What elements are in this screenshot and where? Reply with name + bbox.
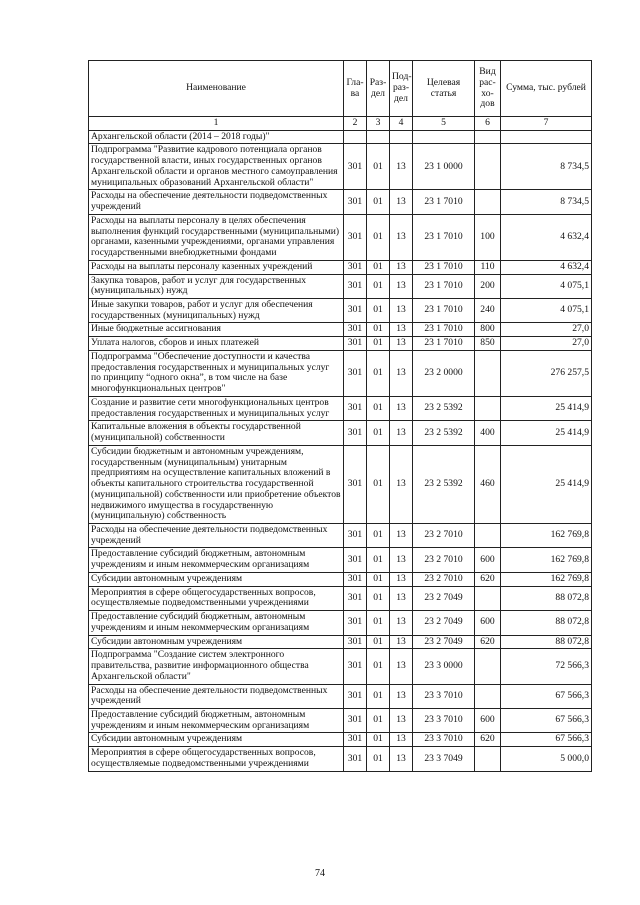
header-name: Наименование xyxy=(89,61,344,117)
row-chapter: 301 xyxy=(344,635,367,649)
table-row xyxy=(89,635,592,649)
row-expense-type: 200 xyxy=(475,274,501,298)
row-name: Субсидии автономным учреждениям xyxy=(89,635,344,649)
row-expense-type: 620 xyxy=(475,635,501,649)
row-subsection: 13 xyxy=(390,572,413,586)
row-name: Расходы на выплаты персоналу казенных учреждений xyxy=(89,260,344,274)
row-expense-type: 600 xyxy=(475,548,501,572)
table-row xyxy=(89,684,592,708)
header-amount: Сумма, тыс. рублей xyxy=(501,61,592,117)
row-subsection: 13 xyxy=(390,611,413,635)
row-amount: 4 075,1 xyxy=(501,299,592,323)
row-chapter: 301 xyxy=(344,323,367,337)
table-row xyxy=(89,548,592,572)
row-name: Расходы на обеспечение деятельности подведомственных учреждений xyxy=(89,684,344,708)
row-target: 23 2 7049 xyxy=(413,635,475,649)
table-row xyxy=(89,323,592,337)
row-section: 01 xyxy=(367,747,390,771)
row-amount: 67 566,3 xyxy=(501,733,592,747)
row-amount: 162 769,8 xyxy=(501,548,592,572)
row-name: Подпрограмма "Обеспечение доступности и качества предоставления государственных и муниципальных услуг по принципу “одного окна”, в том числе на базе многофункциональных центров" xyxy=(89,350,344,396)
row-section: 01 xyxy=(367,611,390,635)
row-name: Подпрограмма "Создание систем электронного правительства, развитие информационного общества Архангельской области" xyxy=(89,649,344,684)
row-target: 23 1 7010 xyxy=(413,214,475,260)
row-expense-type: 400 xyxy=(475,421,501,445)
row-target: 23 1 7010 xyxy=(413,337,475,351)
row-target: 23 2 7010 xyxy=(413,572,475,586)
row-expense-type: 600 xyxy=(475,611,501,635)
row-name: Подпрограмма "Развитие кадрового потенциала органов государственной власти, иных государственных органов Архангельской области и органов местного самоуправления муниципальных образований Архангельской области" xyxy=(89,144,344,190)
row-target: 23 3 7010 xyxy=(413,684,475,708)
header-chapter: Гла-ва xyxy=(344,61,367,117)
row-subsection: 13 xyxy=(390,299,413,323)
row-amount: 72 566,3 xyxy=(501,649,592,684)
column-number-row xyxy=(89,117,592,131)
row-amount: 88 072,8 xyxy=(501,611,592,635)
row-subsection: 13 xyxy=(390,733,413,747)
row-subsection: 13 xyxy=(390,684,413,708)
row-subsection: 13 xyxy=(390,635,413,649)
column-number: 1 xyxy=(89,117,344,131)
row-name: Расходы на обеспечение деятельности подведомственных учреждений xyxy=(89,523,344,547)
row-subsection: 13 xyxy=(390,747,413,771)
row-target: 23 3 7049 xyxy=(413,747,475,771)
header-row xyxy=(89,61,592,117)
row-expense-type: 800 xyxy=(475,323,501,337)
table-row xyxy=(89,445,592,523)
row-subsection: 13 xyxy=(390,190,413,214)
row-chapter: 301 xyxy=(344,337,367,351)
row-subsection: 13 xyxy=(390,260,413,274)
row-chapter: 301 xyxy=(344,274,367,298)
row-expense-type: 460 xyxy=(475,445,501,523)
row-chapter: 301 xyxy=(344,649,367,684)
row-subsection: 13 xyxy=(390,350,413,396)
table-row xyxy=(89,421,592,445)
row-amount: 162 769,8 xyxy=(501,572,592,586)
row-name: Капитальные вложения в объекты государственной (муниципальной) собственности xyxy=(89,421,344,445)
row-target: 23 2 7049 xyxy=(413,611,475,635)
row-target: 23 1 7010 xyxy=(413,260,475,274)
row-section: 01 xyxy=(367,572,390,586)
table-row xyxy=(89,747,592,771)
row-subsection: 13 xyxy=(390,548,413,572)
row-amount: 67 566,3 xyxy=(501,684,592,708)
row-target: 23 2 7049 xyxy=(413,586,475,610)
row-expense-type: 620 xyxy=(475,572,501,586)
row-section: 01 xyxy=(367,548,390,572)
row-section: 01 xyxy=(367,396,390,420)
row-subsection: 13 xyxy=(390,649,413,684)
row-section: 01 xyxy=(367,260,390,274)
row-subsection: 13 xyxy=(390,396,413,420)
row-name: Закупка товаров, работ и услуг для государственных (муниципальных) нужд xyxy=(89,274,344,298)
table-row xyxy=(89,708,592,732)
row-amount: 25 414,9 xyxy=(501,421,592,445)
row-section: 01 xyxy=(367,299,390,323)
row-name: Субсидии автономным учреждениям xyxy=(89,733,344,747)
row-amount: 27,0 xyxy=(501,323,592,337)
header-target: Целевая статья xyxy=(413,61,475,117)
row-section: 01 xyxy=(367,144,390,190)
row-expense-type xyxy=(475,396,501,420)
row-target: 23 2 5392 xyxy=(413,421,475,445)
row-target: 23 2 7010 xyxy=(413,548,475,572)
row-chapter: 301 xyxy=(344,708,367,732)
column-number: 2 xyxy=(344,117,367,131)
row-target: 23 2 5392 xyxy=(413,445,475,523)
row-section: 01 xyxy=(367,684,390,708)
row-amount: 88 072,8 xyxy=(501,586,592,610)
row-amount: 25 414,9 xyxy=(501,396,592,420)
row-section: 01 xyxy=(367,350,390,396)
row-section: 01 xyxy=(367,708,390,732)
row-target: 23 1 7010 xyxy=(413,274,475,298)
row-target: 23 2 5392 xyxy=(413,396,475,420)
table-row xyxy=(89,260,592,274)
row-chapter: 301 xyxy=(344,144,367,190)
table-body xyxy=(89,130,592,771)
row-expense-type: 850 xyxy=(475,337,501,351)
row-chapter: 301 xyxy=(344,421,367,445)
column-number: 4 xyxy=(390,117,413,131)
row-target: 23 3 7010 xyxy=(413,733,475,747)
row-expense-type xyxy=(475,523,501,547)
table-row xyxy=(89,611,592,635)
row-expense-type: 620 xyxy=(475,733,501,747)
row-subsection: 13 xyxy=(390,274,413,298)
budget-table-area xyxy=(88,60,591,772)
row-expense-type xyxy=(475,649,501,684)
row-name: Уплата налогов, сборов и иных платежей xyxy=(89,337,344,351)
row-chapter: 301 xyxy=(344,350,367,396)
row-expense-type xyxy=(475,144,501,190)
row-section: 01 xyxy=(367,337,390,351)
table-row xyxy=(89,396,592,420)
table-row xyxy=(89,274,592,298)
row-chapter: 301 xyxy=(344,733,367,747)
row-amount: 25 414,9 xyxy=(501,445,592,523)
column-number: 7 xyxy=(501,117,592,131)
row-amount: 88 072,8 xyxy=(501,635,592,649)
row-amount: 8 734,5 xyxy=(501,144,592,190)
row-target: 23 3 0000 xyxy=(413,649,475,684)
row-subsection: 13 xyxy=(390,323,413,337)
row-subsection: 13 xyxy=(390,445,413,523)
row-section: 01 xyxy=(367,586,390,610)
row-subsection: 13 xyxy=(390,144,413,190)
continuation-row xyxy=(89,130,592,144)
row-expense-type: 100 xyxy=(475,214,501,260)
row-amount: 8 734,5 xyxy=(501,190,592,214)
row-name: Расходы на выплаты персоналу в целях обеспечения выполнения функций государственными (муниципальными) органами, казенными учреждениями, органами управления государственными внебюджетными фондами xyxy=(89,214,344,260)
row-expense-type xyxy=(475,190,501,214)
row-section: 01 xyxy=(367,323,390,337)
row-name: Субсидии бюджетным и автономным учреждениям, государственным (муниципальным) унитарным предприятиям на осуществление капитальных вложений в объекты капитального строительства государственной (муниципальной) собственности или приобретение объектов недвижимого имущества в государственную (муниципальную) собственность xyxy=(89,445,344,523)
column-number: 6 xyxy=(475,117,501,131)
row-chapter: 301 xyxy=(344,572,367,586)
row-amount: 4 632,4 xyxy=(501,260,592,274)
header-subsection: Под-раз-дел xyxy=(390,61,413,117)
row-chapter: 301 xyxy=(344,396,367,420)
row-subsection: 13 xyxy=(390,214,413,260)
row-chapter: 301 xyxy=(344,611,367,635)
table-row xyxy=(89,299,592,323)
continuation-text: Архангельской области (2014 – 2018 годы)" xyxy=(89,130,344,144)
page-number: 74 xyxy=(315,868,325,879)
row-subsection: 13 xyxy=(390,708,413,732)
row-expense-type: 240 xyxy=(475,299,501,323)
row-target: 23 1 7010 xyxy=(413,190,475,214)
row-target: 23 1 0000 xyxy=(413,144,475,190)
row-amount: 4 075,1 xyxy=(501,274,592,298)
row-amount: 27,0 xyxy=(501,337,592,351)
row-amount: 67 566,3 xyxy=(501,708,592,732)
row-section: 01 xyxy=(367,523,390,547)
row-chapter: 301 xyxy=(344,260,367,274)
row-expense-type: 600 xyxy=(475,708,501,732)
row-section: 01 xyxy=(367,421,390,445)
row-name: Предоставление субсидий бюджетным, автономным учреждениям и иным некоммерческим организациям xyxy=(89,708,344,732)
budget-table xyxy=(88,60,592,772)
row-name: Субсидии автономным учреждениям xyxy=(89,572,344,586)
row-section: 01 xyxy=(367,733,390,747)
row-subsection: 13 xyxy=(390,421,413,445)
row-name: Мероприятия в сфере общегосударственных вопросов, осуществляемые подведомственными учреждениями xyxy=(89,586,344,610)
row-section: 01 xyxy=(367,445,390,523)
column-number: 3 xyxy=(367,117,390,131)
row-name: Иные закупки товаров, работ и услуг для обеспечения государственных (муниципальных) нужд xyxy=(89,299,344,323)
row-name: Создание и развитие сети многофункциональных центров предоставления государственных и муниципальных услуг xyxy=(89,396,344,420)
row-amount: 162 769,8 xyxy=(501,523,592,547)
row-expense-type xyxy=(475,684,501,708)
row-name: Иные бюджетные ассигнования xyxy=(89,323,344,337)
row-chapter: 301 xyxy=(344,548,367,572)
row-name: Предоставление субсидий бюджетным, автономным учреждениям и иным некоммерческим организациям xyxy=(89,611,344,635)
row-name: Мероприятия в сфере общегосударственных вопросов, осуществляемые подведомственными учреждениями xyxy=(89,747,344,771)
table-row xyxy=(89,523,592,547)
table-row xyxy=(89,733,592,747)
row-section: 01 xyxy=(367,274,390,298)
row-target: 23 2 0000 xyxy=(413,350,475,396)
row-chapter: 301 xyxy=(344,684,367,708)
row-amount: 5 000,0 xyxy=(501,747,592,771)
row-chapter: 301 xyxy=(344,214,367,260)
row-target: 23 1 7010 xyxy=(413,299,475,323)
table-row xyxy=(89,144,592,190)
header-section: Раз-дел xyxy=(367,61,390,117)
header-expense-type: Вид рас-хо-дов xyxy=(475,61,501,117)
row-target: 23 1 7010 xyxy=(413,323,475,337)
row-chapter: 301 xyxy=(344,747,367,771)
row-chapter: 301 xyxy=(344,445,367,523)
row-section: 01 xyxy=(367,635,390,649)
row-amount: 4 632,4 xyxy=(501,214,592,260)
row-section: 01 xyxy=(367,214,390,260)
row-expense-type xyxy=(475,350,501,396)
row-amount: 276 257,5 xyxy=(501,350,592,396)
row-subsection: 13 xyxy=(390,337,413,351)
row-section: 01 xyxy=(367,190,390,214)
table-row xyxy=(89,586,592,610)
row-section: 01 xyxy=(367,649,390,684)
table-row xyxy=(89,649,592,684)
row-subsection: 13 xyxy=(390,523,413,547)
row-subsection: 13 xyxy=(390,586,413,610)
row-name: Предоставление субсидий бюджетным, автономным учреждениям и иным некоммерческим организациям xyxy=(89,548,344,572)
table-row xyxy=(89,190,592,214)
row-target: 23 2 7010 xyxy=(413,523,475,547)
row-chapter: 301 xyxy=(344,586,367,610)
row-expense-type: 110 xyxy=(475,260,501,274)
row-target: 23 3 7010 xyxy=(413,708,475,732)
row-expense-type xyxy=(475,586,501,610)
table-row xyxy=(89,572,592,586)
table-row xyxy=(89,214,592,260)
column-number: 5 xyxy=(413,117,475,131)
row-expense-type xyxy=(475,747,501,771)
row-chapter: 301 xyxy=(344,190,367,214)
row-chapter: 301 xyxy=(344,523,367,547)
table-row xyxy=(89,337,592,351)
row-chapter: 301 xyxy=(344,299,367,323)
row-name: Расходы на обеспечение деятельности подведомственных учреждений xyxy=(89,190,344,214)
table-row xyxy=(89,350,592,396)
